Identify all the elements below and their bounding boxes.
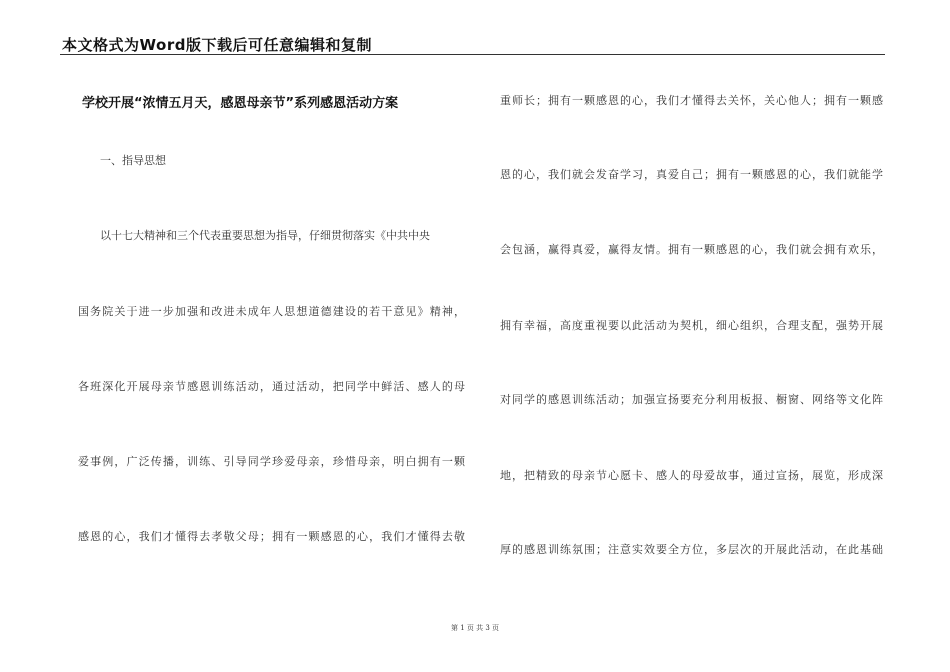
paragraph-line: 恩的心，我们就会发奋学习，真爱自己；拥有一颗感恩的心，我们就能学 xyxy=(500,168,883,181)
paragraph-line: 各班深化开展母亲节感恩训练活动，通过活动，把同学中鲜活、感人的母 xyxy=(78,380,465,393)
paragraph-line: 国务院关于进一步加强和改进未成年人思想道德建设的若干意见》精神， xyxy=(78,305,465,318)
paragraph-line: 对同学的感恩训练活动；加强宣扬要充分利用板报、橱窗、网络等文化阵 xyxy=(500,393,883,406)
paragraph-line: 地，把精致的母亲节心愿卡、感人的母爱故事，通过宣扬，展览，形成深 xyxy=(500,469,883,482)
paragraph-line: 感恩的心，我们才懂得去孝敬父母；拥有一颗感恩的心，我们才懂得去敬 xyxy=(78,530,465,543)
paragraph-line: 以十七大精神和三个代表重要思想为指导，仔细贯彻落实《中共中央 xyxy=(100,229,430,242)
paragraph-line: 会包涵，赢得真爱，赢得友情。拥有一颗感恩的心，我们就会拥有欢乐， xyxy=(500,243,883,256)
page-number-footer: 第 1 页 共 3 页 xyxy=(450,624,500,632)
paragraph-line: 拥有幸福，高度重视要以此活动为契机，细心组织，合理支配，强势开展 xyxy=(500,319,883,332)
header-rule xyxy=(60,54,885,55)
section-heading: 一、指导思想 xyxy=(100,154,166,167)
paragraph-line: 爱事例，广泛传播，训练、引导同学珍爱母亲，珍惜母亲，明白拥有一颗 xyxy=(78,455,465,468)
document-banner: 本文格式为Word版下载后可任意编辑和复制 xyxy=(62,36,372,54)
document-title: 学校开展“浓情五月天，感恩母亲节”系列感恩活动方案 xyxy=(82,96,399,111)
paragraph-line: 厚的感恩训练氛围；注意实效要全方位，多层次的开展此活动，在此基础 xyxy=(500,543,883,556)
paragraph-line: 重师长；拥有一颗感恩的心，我们才懂得去关怀，关心他人；拥有一颗感 xyxy=(500,94,883,107)
